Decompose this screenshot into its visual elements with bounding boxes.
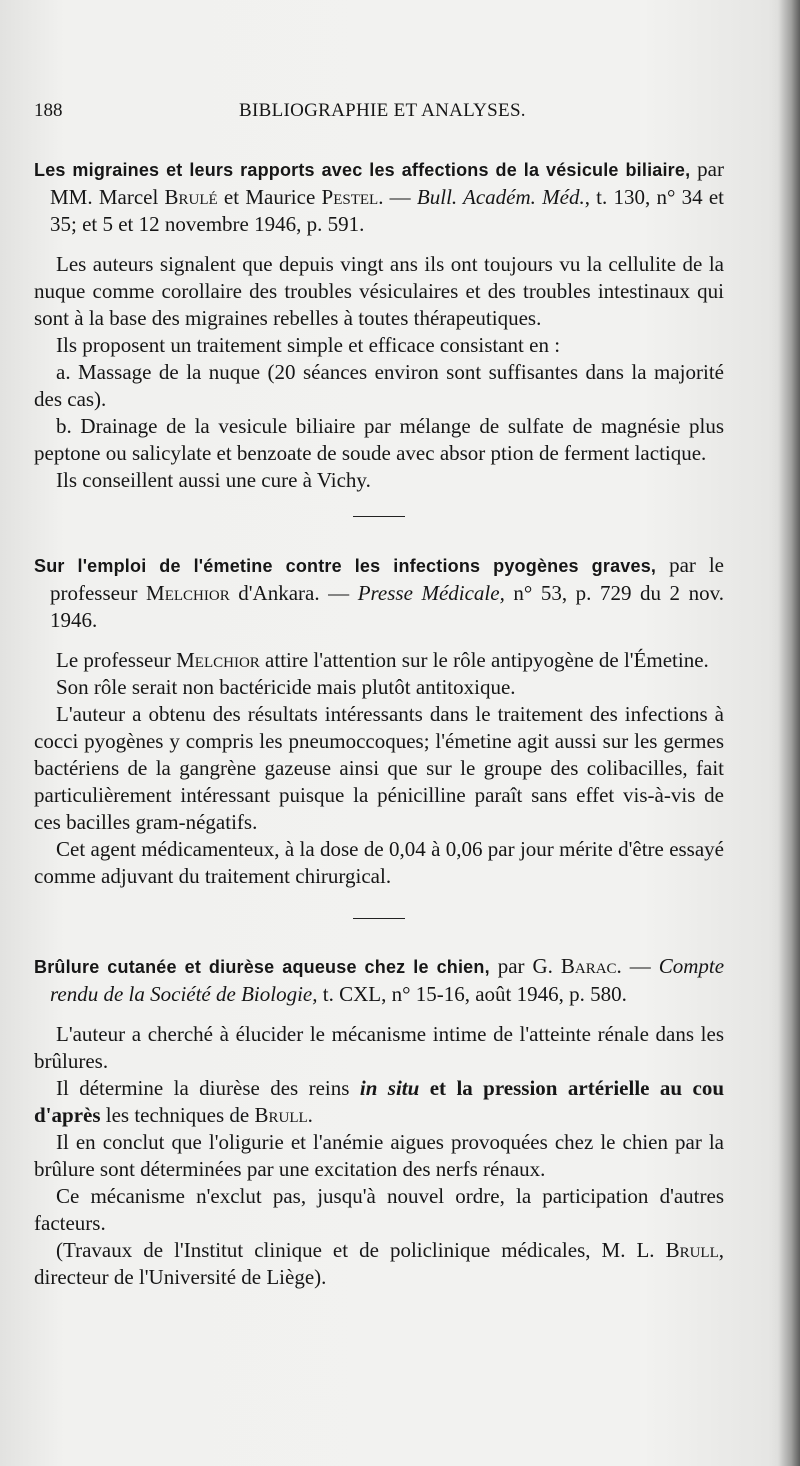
author-name: Barac [560, 954, 617, 978]
paragraph-text: Le professeur [56, 648, 177, 672]
in-situ-term: in situ [359, 1076, 420, 1100]
running-title: BIBLIOGRAPHIE ET ANALYSES. [239, 100, 526, 121]
reference-text: . — [616, 954, 659, 978]
paragraph: L'auteur a obtenu des résultats intéressants dans le traitement des infections à cocci pyogènes y compris les pneumoccoques; l'émetine agit aussi sur les germes bactériens de la gangrène gazeuse ainsi que sur le groupe des colibacilles, fait particulièrement intéressant puisque la pénicilline paraît sans effet vis-à-vis de ces bacilles gram-négatifs. [34, 702, 724, 834]
paragraph: b. Drainage de la vesicule biliaire par mélange de sulfate de magnésie plus peptone ou salicylate et benzoate de soude avec absor ption de ferment lactique. [34, 414, 724, 465]
paragraph [34, 647, 724, 674]
paragraph: Ce mécanisme n'exclut pas, jusqu'à nouvel ordre, la participation d'autres facteurs. [34, 1184, 724, 1235]
article-heading [34, 156, 724, 238]
journal-name: Compte rendu de la Société de Biologie, [50, 954, 725, 1006]
reference-text: par MM. Marcel [50, 157, 724, 209]
reference-text: t. CXL, n° 15-16, août 1946, p. 580. [317, 982, 627, 1006]
page-content [34, 156, 724, 1291]
author-name: Melchior [146, 581, 230, 605]
paragraph: L'auteur a cherché à élucider le mécanisme intime de l'atteinte rénale dans les brûlures. [34, 1022, 724, 1073]
article-migraines [34, 156, 724, 494]
page-edge-shadow [778, 0, 800, 1466]
paragraph-text: Il détermine la diurèse des reins [56, 1076, 360, 1100]
reference-text: . — [378, 185, 417, 209]
article-heading [34, 953, 724, 1008]
article-title: Les migraines et leurs rapports avec les affections de la vésicule biliaire, [34, 160, 691, 180]
paragraph [34, 1075, 724, 1129]
author-name: Pestel [321, 185, 379, 209]
author-name: Melchior [176, 648, 260, 672]
page-header [34, 100, 724, 130]
paragraph [34, 1237, 724, 1291]
author-name: Brulé [164, 185, 218, 209]
page-number: 188 [34, 100, 63, 121]
paragraph: Ils conseillent aussi une cure à Vichy. [56, 468, 371, 492]
paragraph-text: les techniques de [100, 1103, 255, 1127]
article-brulure [34, 953, 724, 1291]
paragraph-text: (Travaux de l'Institut clinique et de policlinique médicales, M. L. [56, 1238, 666, 1262]
reference-text: , t. 130, n° 34 et 35; et 5 et 12 novembre 1946, p. 591. [50, 185, 725, 236]
reference-text: et Maurice [217, 185, 322, 209]
author-name: Brull [254, 1103, 308, 1127]
paragraph-text: . [307, 1103, 313, 1127]
paragraph: a. Massage de la nuque (20 séances environ sont suffisantes dans la majorité des cas). [34, 360, 724, 411]
paragraph: Son rôle serait non bactéricide mais plutôt antitoxique. [56, 675, 516, 699]
reference-text: d'Ankara. — [229, 581, 358, 605]
article-title: Sur l'emploi de l'émetine contre les infections pyogènes graves, [34, 556, 657, 576]
author-name: Brull [665, 1238, 719, 1262]
reference-text: n° 53, p. 729 du 2 nov. 1946. [50, 581, 724, 632]
section-divider [353, 918, 405, 919]
article-title: Brûlure cutanée et diurèse aqueuse chez le chien, [34, 957, 490, 977]
reference-text: par G. [489, 954, 561, 978]
paragraph: Les auteurs signalent que depuis vingt ans ils ont toujours vu la cellulite de la nuque comme corollaire des troubles vésiculaires et des troubles intestinaux qui sont à la base des migraines rebelles à toutes thérapeutiques. [34, 252, 724, 330]
paragraph: Cet agent médicamenteux, à la dose de 0,04 à 0,06 par jour mérite d'être essayé comme adjuvant du traitement chirurgical. [34, 837, 724, 888]
paragraph: Ils proposent un traitement simple et efficace consistant en : [56, 333, 561, 357]
reference-text: par le professeur [50, 553, 724, 605]
paragraph-text: et la pression artérielle au cou d'après [34, 1076, 724, 1127]
paragraph-text: attire l'attention sur le rôle antipyogène de l'Émetine. [259, 648, 709, 672]
paragraph: Il en conclut que l'oligurie et l'anémie aigues provoquées chez le chien par la brûlure sont déterminées par une excitation des nerfs rénaux. [34, 1130, 724, 1181]
article-emetine [34, 552, 724, 890]
article-heading [34, 552, 724, 634]
journal-name: Bull. Académ. Méd. [416, 185, 585, 209]
paragraph-text: , directeur de l'Université de Liège). [34, 1238, 724, 1289]
section-divider [353, 516, 405, 517]
journal-name: Presse Médicale, [357, 581, 505, 605]
